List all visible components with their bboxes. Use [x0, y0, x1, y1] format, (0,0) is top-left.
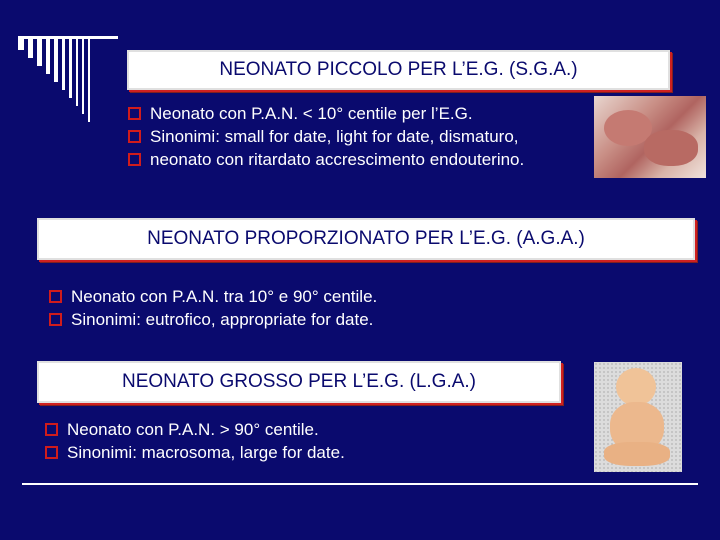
premature-newborn-photo [594, 96, 706, 178]
list-item: Neonato con P.A.N. > 90° centile. [45, 418, 345, 441]
aga-title: NEONATO PROPORZIONATO PER L’E.G. (A.G.A.) [147, 228, 585, 249]
sga-bullet-list [128, 102, 524, 171]
bottom-divider [22, 483, 698, 485]
aga-title-box [37, 218, 695, 260]
square-bullet-icon [49, 313, 62, 326]
square-bullet-icon [128, 153, 141, 166]
lga-title-box [37, 361, 561, 403]
square-bullet-icon [128, 107, 141, 120]
list-item: Neonato con P.A.N. tra 10° e 90° centile. [49, 285, 377, 308]
sga-title-box [127, 50, 670, 90]
aga-bullet-list [49, 285, 377, 331]
list-item: Sinonimi: macrosoma, large for date. [45, 441, 345, 464]
list-item: Sinonimi: eutrofico, appropriate for date. [49, 308, 377, 331]
square-bullet-icon [45, 446, 58, 459]
lga-title: NEONATO GROSSO PER L’E.G. (L.G.A.) [121, 371, 477, 392]
list-item: Sinonimi: small for date, light for date, dismaturo, [128, 125, 524, 148]
large-baby-photo [594, 362, 682, 472]
list-item: Neonato con P.A.N. < 10° centile per l’E.G. [128, 102, 524, 125]
list-item: neonato con ritardato accrescimento endouterino. [128, 148, 524, 171]
square-bullet-icon [128, 130, 141, 143]
sga-title: NEONATO PICCOLO PER L’E.G. (S.G.A.) [219, 59, 578, 80]
square-bullet-icon [49, 290, 62, 303]
square-bullet-icon [45, 423, 58, 436]
decorative-top-line [18, 36, 118, 39]
lga-bullet-list [45, 418, 345, 464]
